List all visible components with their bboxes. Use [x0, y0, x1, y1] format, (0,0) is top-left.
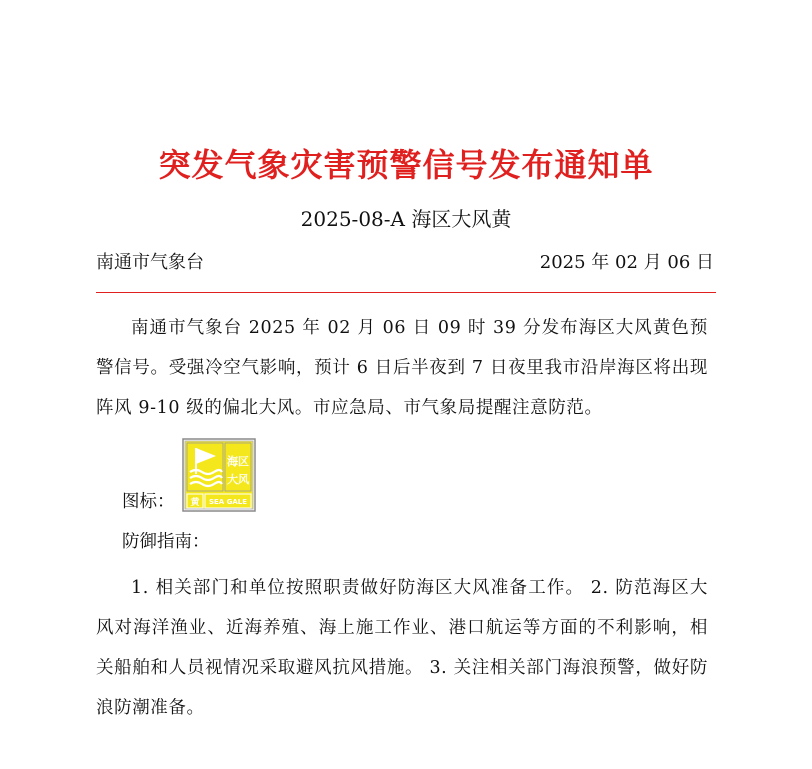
issue-date: 2025 年 02 月 06 日 — [539, 252, 714, 273]
guide-heading: 防御指南： — [122, 532, 210, 552]
header-divider — [96, 292, 716, 293]
icon-text-line2: 大风 — [227, 473, 249, 486]
signal-code: 2025-08-A 海区大风黄 — [300, 207, 512, 231]
icon-label-cn: 黄 — [190, 498, 200, 508]
icon-label: 图标： — [122, 492, 175, 512]
guide-paragraph: 1. 相关部门和单位按照职责做好防海区大风准备工作。 2. 防范海区大风对海洋渔业、近海养殖、海上施工作业、港口航运等方面的不利影响，相关船舶和人员视情况采取避风抗风措施。 3. 关注相关部门海浪预警，做好防浪防潮准备。 — [96, 578, 708, 718]
announcement-paragraph: 南通市气象台 2025 年 02 月 06 日 09 时 39 分发布海区大风黄色预警信号。受强冷空气影响，预计 6 日后半夜到 7 日夜里我市沿岸海区将出现阵风 9-10 级的偏北大风。市应急局、市气象局提醒注意防范。 — [96, 318, 708, 418]
icon-label-en: SEA GALE — [208, 498, 248, 506]
page-title: 突发气象灾害预警信号发布通知单 — [158, 146, 654, 184]
sea-gale-yellow-warning-icon — [182, 438, 256, 512]
issuer-name: 南通市气象台 — [96, 252, 204, 273]
icon-text-line1: 海区 — [227, 455, 249, 468]
